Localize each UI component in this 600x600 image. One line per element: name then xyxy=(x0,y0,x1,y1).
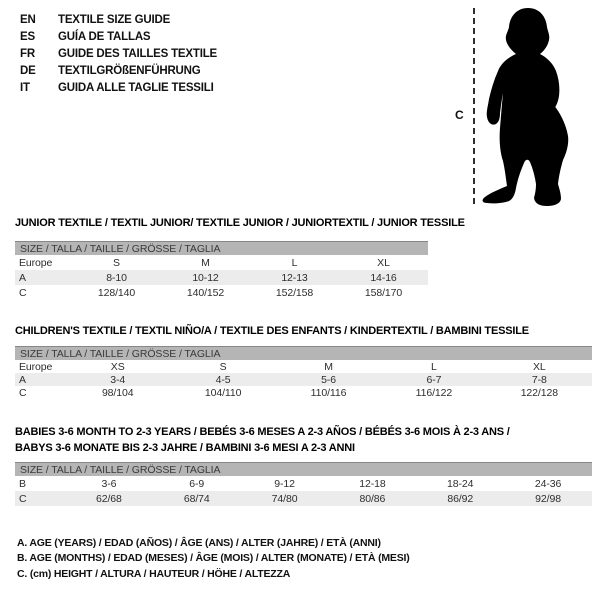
size-cell: S xyxy=(219,360,227,373)
size-cell: XL xyxy=(377,256,390,269)
table-row xyxy=(15,360,592,373)
language-code: DE xyxy=(20,64,36,77)
language-code: EN xyxy=(20,13,36,26)
toddler-silhouette xyxy=(480,0,590,210)
size-cell: 86/92 xyxy=(447,492,474,505)
size-cell: 122/128 xyxy=(520,386,558,399)
size-cell: L xyxy=(291,256,298,269)
size-cell: 104/110 xyxy=(204,386,242,399)
language-title: GUIDA ALLE TAGLIE TESSILI xyxy=(58,81,214,94)
language-title-list xyxy=(20,11,217,96)
footnote-list xyxy=(17,536,410,582)
size-cell: 110/116 xyxy=(310,386,347,399)
row-label: C xyxy=(19,492,27,505)
children-size-table xyxy=(15,346,592,399)
table-body xyxy=(15,476,592,506)
size-cell: S xyxy=(113,256,120,269)
size-cell: 140/152 xyxy=(186,286,225,299)
row-label: Europe xyxy=(19,360,53,373)
size-cell: 5-6 xyxy=(321,373,336,386)
table-row xyxy=(15,476,592,491)
table-row xyxy=(15,285,428,300)
size-cell: M xyxy=(324,360,333,373)
row-label: Europe xyxy=(19,256,53,269)
size-cell: 12-18 xyxy=(359,477,386,490)
language-row xyxy=(20,62,217,79)
size-cell: 3-4 xyxy=(110,373,126,386)
table-row xyxy=(15,386,592,399)
table-row xyxy=(15,491,592,506)
size-bar: SIZE / TALLA / TAILLE / GRÖSSE / TAGLIA xyxy=(15,462,592,476)
footnote: B. AGE (MONTHS) / EDAD (MESES) / ÂGE (MOIS) / ALTER (MONATE) / ETÀ (MESI) xyxy=(17,552,410,565)
babies-size-table xyxy=(15,462,592,506)
size-cell: 116/122 xyxy=(415,386,453,399)
size-cell: XS xyxy=(110,360,125,373)
size-cell: 9-12 xyxy=(274,477,295,490)
footnote: C. (cm) HEIGHT / ALTURA / HAUTEUR / HÖHE / ALTEZZA xyxy=(17,567,291,580)
size-cell: 3-6 xyxy=(101,477,117,490)
table-row xyxy=(15,255,428,270)
language-title: TEXTILGRÖßENFÜHRUNG xyxy=(58,64,201,77)
size-cell: 10-12 xyxy=(192,271,219,284)
row-label: C xyxy=(19,286,27,299)
height-label-c: C xyxy=(455,108,464,122)
row-label: C xyxy=(19,386,27,399)
row-label: B xyxy=(19,477,26,490)
size-cell: 12-13 xyxy=(281,271,308,284)
size-cell: 92/98 xyxy=(535,492,561,505)
table-body xyxy=(15,255,428,300)
size-cell: 4-5 xyxy=(215,373,231,386)
language-title: GUIDE DES TAILLES TEXTILE xyxy=(58,47,217,60)
size-cell: 14-16 xyxy=(370,271,397,284)
row-label: A xyxy=(19,271,26,284)
size-cell: 80/86 xyxy=(359,492,386,505)
table-title-text: CHILDREN'S TEXTILE / TEXTIL NIÑO/A / TEXTILE DES ENFANTS / KINDERTEXTIL / BAMBINI TESSILE xyxy=(15,325,529,337)
children-table-title xyxy=(15,323,529,339)
size-cell: XL xyxy=(533,360,546,373)
babies-table-title xyxy=(15,424,510,456)
size-cell: 98/104 xyxy=(101,386,134,399)
size-cell: L xyxy=(431,360,437,373)
size-cell: 8-10 xyxy=(106,271,127,284)
size-cell: 68/74 xyxy=(183,492,210,505)
height-dashed-line xyxy=(473,8,475,204)
junior-table-title xyxy=(15,215,465,231)
language-code: IT xyxy=(20,81,30,94)
size-cell: M xyxy=(201,256,210,269)
size-cell: 152/158 xyxy=(275,286,314,299)
language-row xyxy=(20,28,217,45)
table-row xyxy=(15,270,428,285)
junior-size-table xyxy=(15,241,428,300)
language-code: FR xyxy=(20,47,35,60)
table-row xyxy=(15,373,592,386)
footnote: A. AGE (YEARS) / EDAD (AÑOS) / ÂGE (ANS) / ALTER (JAHRE) / ETÀ (ANNI) xyxy=(17,537,381,549)
size-cell: 158/170 xyxy=(364,286,403,299)
table-title-text-line1: BABIES 3-6 MONTH TO 2-3 YEARS / BEBÉS 3-6 MESES A 2-3 AÑOS / BÉBÉS 3-6 MOIS À 2-3 ANS / xyxy=(15,426,510,438)
size-cell: 7-8 xyxy=(531,373,547,386)
table-body xyxy=(15,360,592,399)
language-code: ES xyxy=(20,30,35,43)
size-cell: 6-7 xyxy=(426,373,442,386)
size-bar: SIZE / TALLA / TAILLE / GRÖSSE / TAGLIA xyxy=(15,346,592,360)
size-bar: SIZE / TALLA / TAILLE / GRÖSSE / TAGLIA xyxy=(15,241,428,255)
language-row xyxy=(20,45,217,62)
language-title: TEXTILE SIZE GUIDE xyxy=(58,13,171,26)
table-title-text: JUNIOR TEXTILE / TEXTIL JUNIOR/ TEXTILE JUNIOR / JUNIORTEXTIL / JUNIOR TESSILE xyxy=(15,217,465,229)
size-cell: 24-36 xyxy=(534,477,562,490)
language-title: GUÍA DE TALLAS xyxy=(58,30,151,43)
size-cell: 74/80 xyxy=(271,492,298,505)
size-cell: 62/68 xyxy=(96,492,122,505)
language-row xyxy=(20,79,217,96)
size-cell: 18-24 xyxy=(447,477,474,490)
size-cell: 6-9 xyxy=(189,477,205,490)
table-title-text-line2: BABYS 3-6 MONATE BIS 2-3 JAHRE / BAMBINI 3-6 MESI A 2-3 ANNI xyxy=(15,442,355,454)
row-label: A xyxy=(19,373,26,386)
language-row xyxy=(20,11,217,28)
size-cell: 128/140 xyxy=(97,286,136,299)
